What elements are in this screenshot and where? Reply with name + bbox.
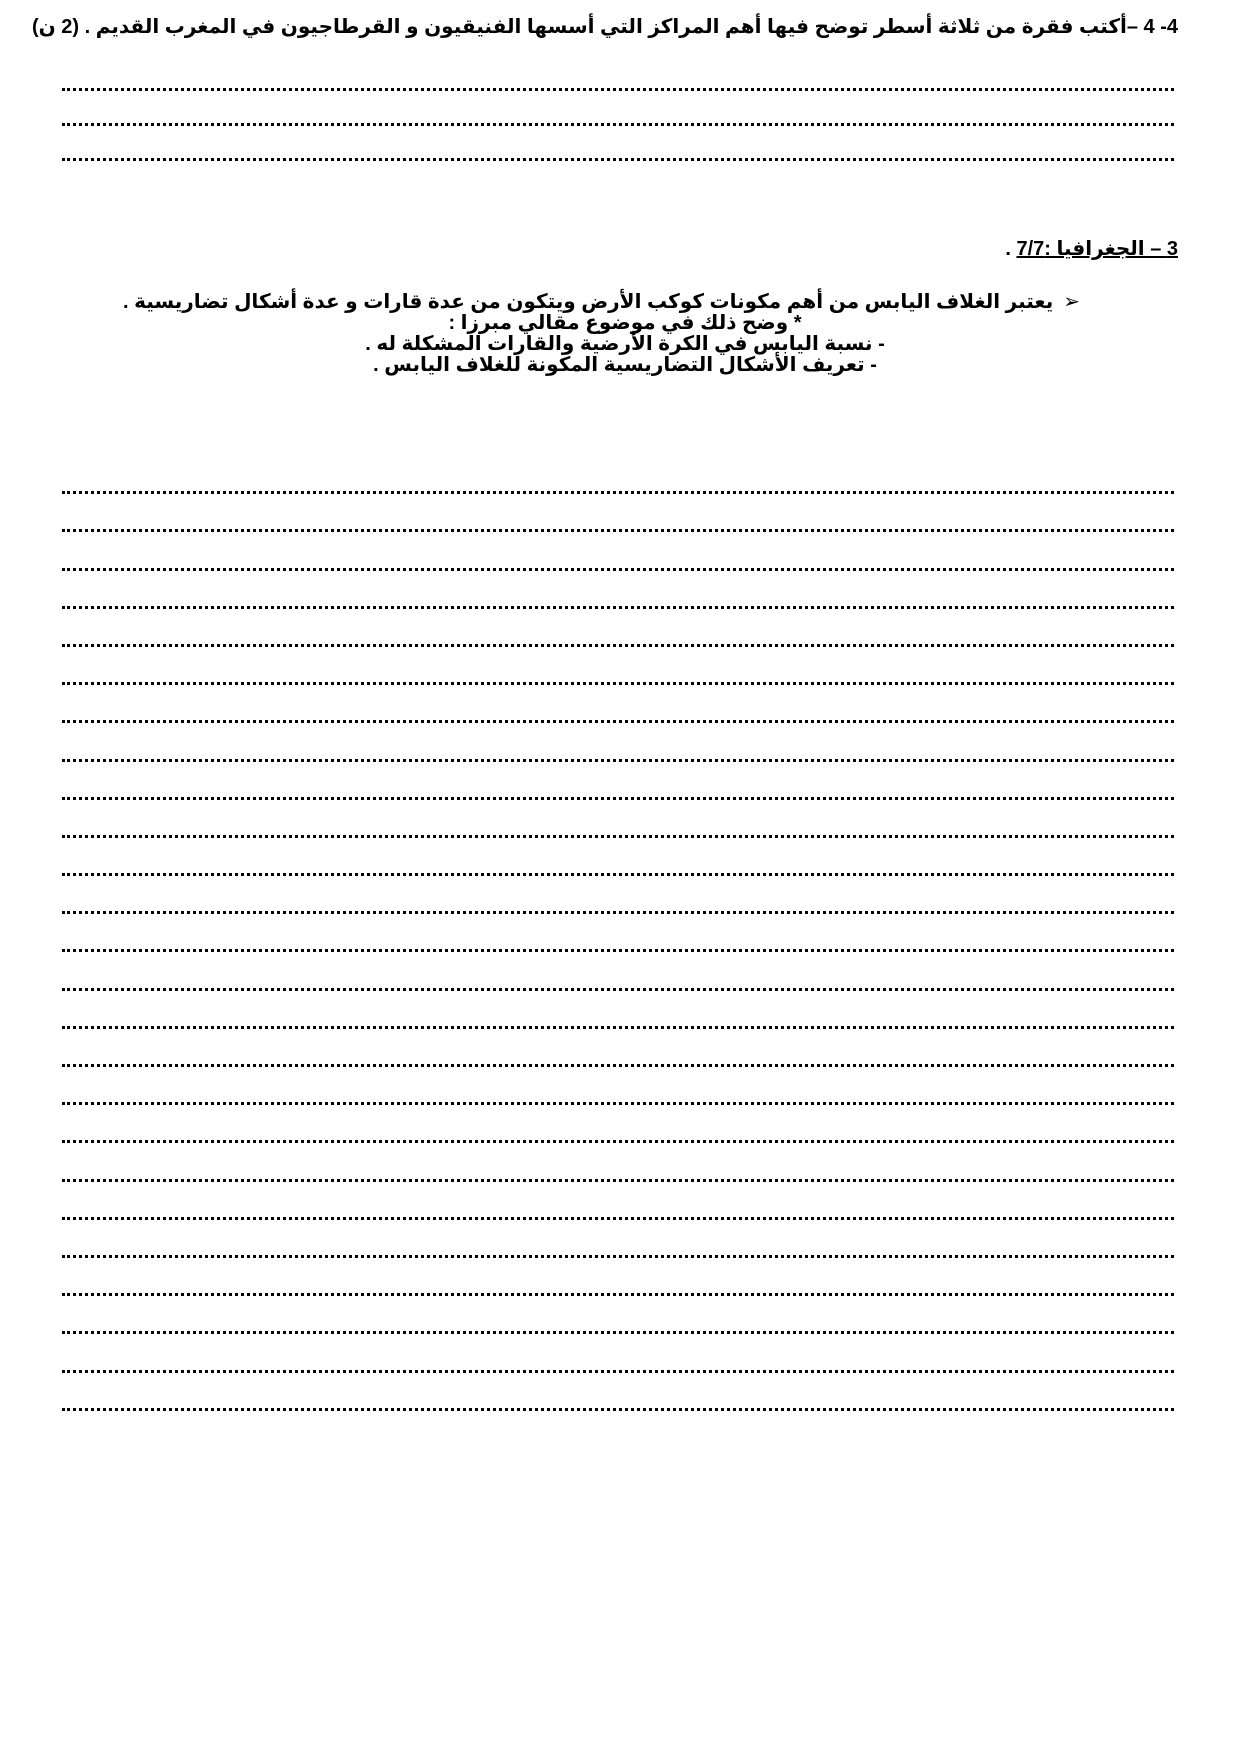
answer-line[interactable] xyxy=(62,126,1174,161)
answer-line[interactable] xyxy=(62,532,1174,570)
answer-line[interactable] xyxy=(62,800,1174,838)
answer-line[interactable] xyxy=(62,762,1174,800)
answer-line[interactable] xyxy=(62,91,1174,126)
answer-line[interactable] xyxy=(62,1143,1174,1181)
answer-line[interactable] xyxy=(62,991,1174,1029)
geography-prompt xyxy=(123,291,1080,376)
answer-line[interactable] xyxy=(62,838,1174,876)
answer-line[interactable] xyxy=(62,1258,1174,1296)
prompt-point-1: - نسبة اليابس في الكرة الأرضية والقارات المشكلة له . xyxy=(365,333,885,355)
geography-heading-text: 3 – الجغرافيا :7/7 xyxy=(1016,238,1178,260)
answer-line[interactable] xyxy=(62,1334,1174,1372)
answer-line[interactable] xyxy=(62,494,1174,532)
answer-line[interactable] xyxy=(62,1029,1174,1067)
prompt-point-2: - تعريف الأشكال التضاريسية المكونة للغلاف اليابس . xyxy=(373,354,877,376)
prompt-instruction: * وضح ذلك في موضوع مقالي مبرزا : xyxy=(448,312,802,334)
geography-answer-lines xyxy=(62,456,1174,1411)
geography-heading xyxy=(1005,236,1178,262)
answer-line[interactable] xyxy=(62,647,1174,685)
answer-line[interactable] xyxy=(62,1220,1174,1258)
answer-line[interactable] xyxy=(62,685,1174,723)
answer-line[interactable] xyxy=(62,571,1174,609)
answer-line[interactable] xyxy=(62,1373,1174,1411)
answer-line[interactable] xyxy=(62,1105,1174,1143)
answer-line[interactable] xyxy=(62,914,1174,952)
prompt-intro-line xyxy=(123,291,1080,313)
question-4-answer-lines xyxy=(62,56,1174,161)
geography-heading-suffix: . xyxy=(1005,238,1017,260)
arrow-bullet-icon: ➢ xyxy=(1063,291,1080,313)
answer-line[interactable] xyxy=(62,1296,1174,1334)
answer-line[interactable] xyxy=(62,609,1174,647)
prompt-intro: يعتبر الغلاف اليابس من أهم مكونات كوكب الأرض ويتكون من عدة قارات و عدة أشكال تضاريسية . xyxy=(123,291,1054,313)
answer-line[interactable] xyxy=(62,1182,1174,1220)
answer-line[interactable] xyxy=(62,56,1174,91)
answer-line[interactable] xyxy=(62,952,1174,990)
answer-line[interactable] xyxy=(62,876,1174,914)
question-4-title: 4- 4 –أكتب فقرة من ثلاثة أسطر توضح فيها أهم المراكز التي أسسها الفنيقيون و القرطاجيون في المغرب القديم . (2 ن) xyxy=(31,16,1178,38)
answer-line[interactable] xyxy=(62,1067,1174,1105)
answer-line[interactable] xyxy=(62,723,1174,761)
answer-line[interactable] xyxy=(62,456,1174,494)
